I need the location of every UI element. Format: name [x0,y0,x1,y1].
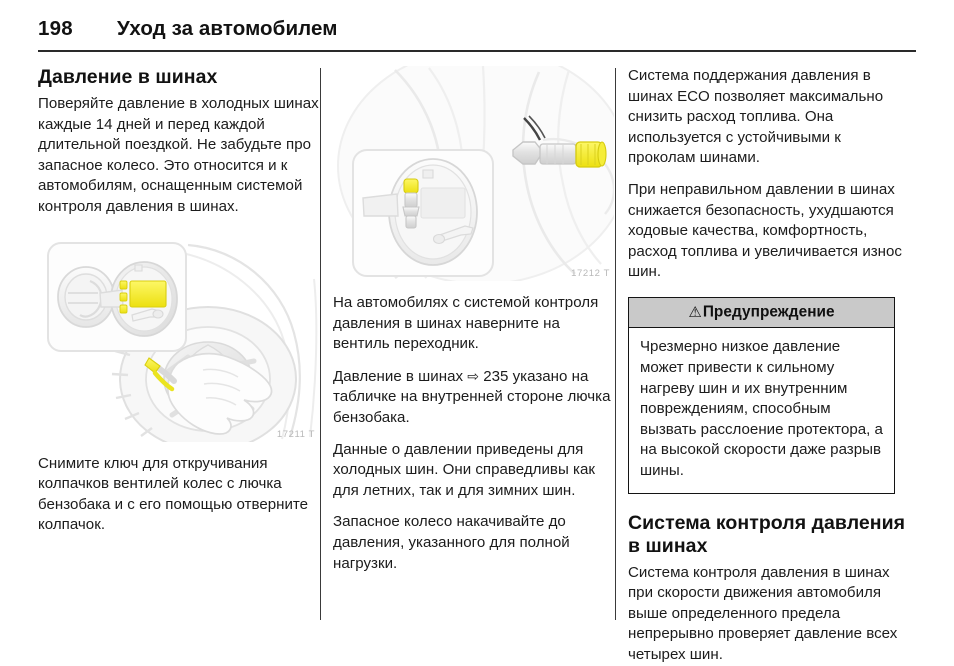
warning-box [628,297,895,494]
warning-box-header [629,298,894,329]
warning-body-text: Чрезмерно низкое давление может привести к сильному нагреву шин и их внутренним повреждениям, способным вызвать расслоение протектора, а на высокой скорости даже разрыв шины. [640,338,883,479]
page-header [0,0,954,52]
column-2 [333,66,614,574]
pressure-ref-text-after: 235 указано на табличке на внутренней стороне лючка бензобака. [333,367,611,426]
figure-caption-17211: 17211 T [276,428,315,440]
paragraph-cold-tyre-data: Данные о давлении приведены для холодных шин. Они справедливы как для летних, так и для зимних шин. [333,440,595,499]
warning-triangle-icon: ⚠ [688,303,702,321]
figure-valve-adapter [333,66,614,281]
paragraph-monitoring-description: Система контроля давления в шинах при скорости движения автомобиля выше определенного предела непрерывно проверяет давление всех четырех шин. [628,563,898,663]
paragraph-screw-on-adapter: На автомобилях с системой контроля давления в шинах наверните на вентиль переходник. [333,294,599,353]
heading-tire-pressure: Давление в шинах [38,66,218,88]
paragraph-incorrect-pressure-effects: При неправильном давлении в шинах снижается безопасность, ухудшаются ходовые качества, комфортность, расход топлива и увеличивается износ шин. [628,180,902,281]
fuel-flap-valve-cap-key-wheel-illustration [38,237,319,442]
column-divider-2 [615,68,616,620]
paragraph-remove-valve-cap-key: Снимите ключ для откручивания колпачков вентилей колес с лючка бензобака и с его помощью отверните колпачок. [38,454,309,534]
valve-adapter-illustration [333,66,614,281]
paragraph-eco-system: Система поддержания давления в шинах ECO позволяет максимально снизить расход топлива. Она используется с устойчивыми к проколам шинами. [628,67,884,167]
page-reference-arrow-icon: ⇨ [467,367,479,384]
chapter-title: Уход за автомобилем [117,17,338,40]
figure-fuel-flap-key-wheel [38,237,319,442]
paragraph-tire-pressure-intro: Поверяйте давление в холодных шинах каждые 14 дней и перед каждой длительной поездкой. Не забудьте про запасное колесо. Это относится и к автомобилям, оснащенным системой контроля давления в шинах. [38,95,319,215]
warning-title: Предупреждение [702,303,835,321]
warning-box-body [629,328,894,492]
header-divider-rule [38,50,916,52]
column-1 [38,66,319,536]
three-column-body [0,66,954,663]
figure-caption-17212: 17212 T [571,268,610,279]
paragraph-pressure-reference [333,366,614,429]
page-number: 198 [38,17,73,40]
paragraph-spare-wheel-inflation: Запасное колесо накачивайте до давления, указанного для полной нагрузки. [333,513,570,572]
heading-tyre-pressure-monitoring: Система контроля давления в шинах [628,511,906,557]
pressure-ref-text-before: Давление в шинах [333,367,468,385]
column-3 [628,66,909,666]
column-divider-1 [320,68,321,620]
